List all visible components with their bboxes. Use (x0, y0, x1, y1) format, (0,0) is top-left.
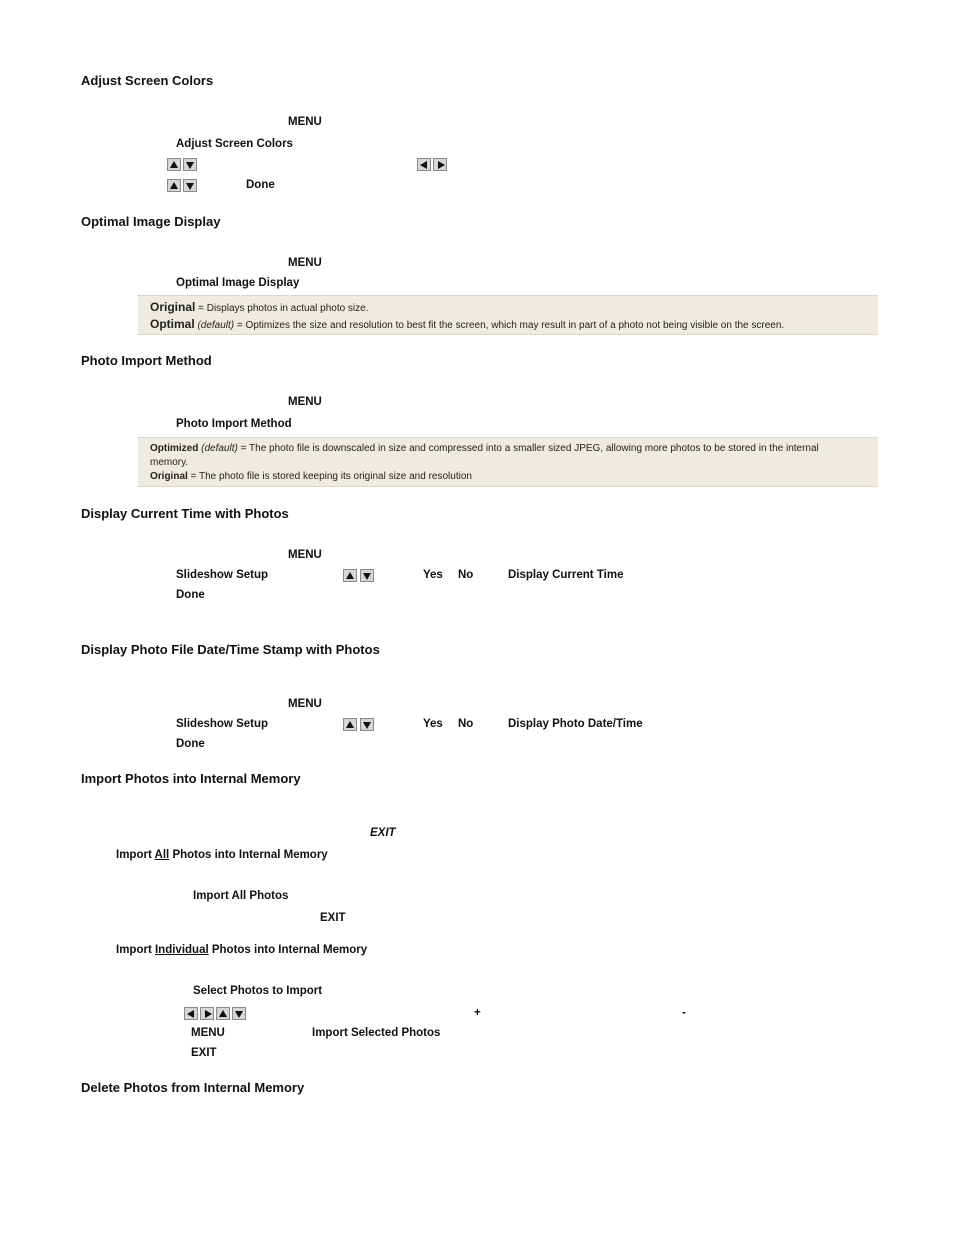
original-desc: = Displays photos in actual photo size. (195, 303, 369, 314)
display-photo-date-time-option: Display Photo Date/Time (508, 718, 643, 730)
import-individual-post: Photos into Internal Memory (208, 944, 368, 956)
right-arrow-icon (433, 158, 447, 171)
exit-key: EXIT (191, 1047, 217, 1059)
import-all-pre: Import (116, 849, 155, 861)
select-photos-to-import-item: Select Photos to Import (193, 985, 323, 997)
up-arrow-icon (343, 569, 357, 582)
original-term: Original (150, 471, 188, 482)
subheading-import-all (116, 850, 328, 862)
menu-key: MENU (288, 698, 322, 710)
heading-delete-photos-internal: Delete Photos from Internal Memory (81, 1080, 305, 1095)
optimal-display-note (138, 295, 878, 335)
menu-key: MENU (288, 257, 322, 269)
original-desc: = The photo file is stored keeping its original size and resolution (187, 471, 472, 482)
optimal-image-display-item: Optimal Image Display (176, 277, 300, 289)
import-individual-emph: Individual (154, 944, 209, 956)
display-current-time-option: Display Current Time (508, 569, 624, 581)
import-all-post: Photos into Internal Memory (169, 849, 328, 861)
optimal-desc: = Optimizes the size and resolution to best fit the screen, which may result in part of a photo not being visible on the screen. (234, 320, 785, 331)
heading-display-current-time: Display Current Time with Photos (81, 506, 289, 521)
optimal-term: Optimal (150, 317, 195, 331)
plus-symbol: + (474, 1007, 481, 1019)
yes-option: Yes (423, 569, 443, 581)
heading-display-date-stamp: Display Photo File Date/Time Stamp with Photos (81, 642, 380, 657)
down-arrow-icon (232, 1007, 246, 1020)
down-arrow-icon (183, 179, 197, 192)
done-label: Done (246, 179, 275, 191)
done-label: Done (176, 738, 205, 750)
photo-import-method-item: Photo Import Method (176, 418, 292, 430)
down-arrow-icon (360, 718, 374, 731)
down-arrow-icon (183, 158, 197, 171)
menu-key: MENU (191, 1027, 225, 1039)
done-label: Done (176, 589, 205, 601)
no-option: No (458, 569, 474, 581)
up-arrow-icon (167, 158, 181, 171)
right-arrow-icon (200, 1007, 214, 1020)
up-arrow-icon (167, 179, 181, 192)
menu-key: MENU (288, 549, 322, 561)
import-all-emph: All (154, 849, 170, 861)
left-arrow-icon (184, 1007, 198, 1020)
no-option: No (458, 718, 474, 730)
heading-adjust-screen-colors: Adjust Screen Colors (81, 73, 214, 88)
heading-photo-import-method: Photo Import Method (81, 353, 212, 368)
import-individual-pre: Import (116, 944, 155, 956)
subheading-import-individual (116, 945, 367, 957)
exit-key: EXIT (370, 827, 396, 839)
optimized-desc: = The photo file is downscaled in size and compressed into a smaller sized JPEG, allowing more photos to be stored in the internal (237, 443, 819, 454)
menu-key: MENU (288, 396, 322, 408)
down-arrow-icon (360, 569, 374, 582)
import-method-note (138, 437, 878, 487)
up-arrow-icon (216, 1007, 230, 1020)
menu-key: MENU (288, 116, 322, 128)
import-all-photos-item: Import All Photos (193, 890, 289, 902)
optimized-desc-continued: memory. (150, 457, 189, 468)
up-arrow-icon (343, 718, 357, 731)
optimal-default: (default) (197, 320, 235, 331)
optimized-default: (default) (201, 443, 238, 454)
heading-import-photos-internal: Import Photos into Internal Memory (81, 771, 301, 786)
exit-key: EXIT (320, 912, 346, 924)
import-selected-photos-item: Import Selected Photos (312, 1027, 441, 1039)
heading-optimal-image-display: Optimal Image Display (81, 214, 221, 229)
optimized-term: Optimized (150, 443, 199, 454)
adjust-screen-colors-item: Adjust Screen Colors (176, 138, 293, 150)
slideshow-setup-item: Slideshow Setup (176, 569, 269, 581)
original-term: Original (150, 300, 196, 314)
yes-option: Yes (423, 718, 443, 730)
minus-symbol: - (682, 1007, 686, 1019)
slideshow-setup-item: Slideshow Setup (176, 718, 269, 730)
left-arrow-icon (417, 158, 431, 171)
